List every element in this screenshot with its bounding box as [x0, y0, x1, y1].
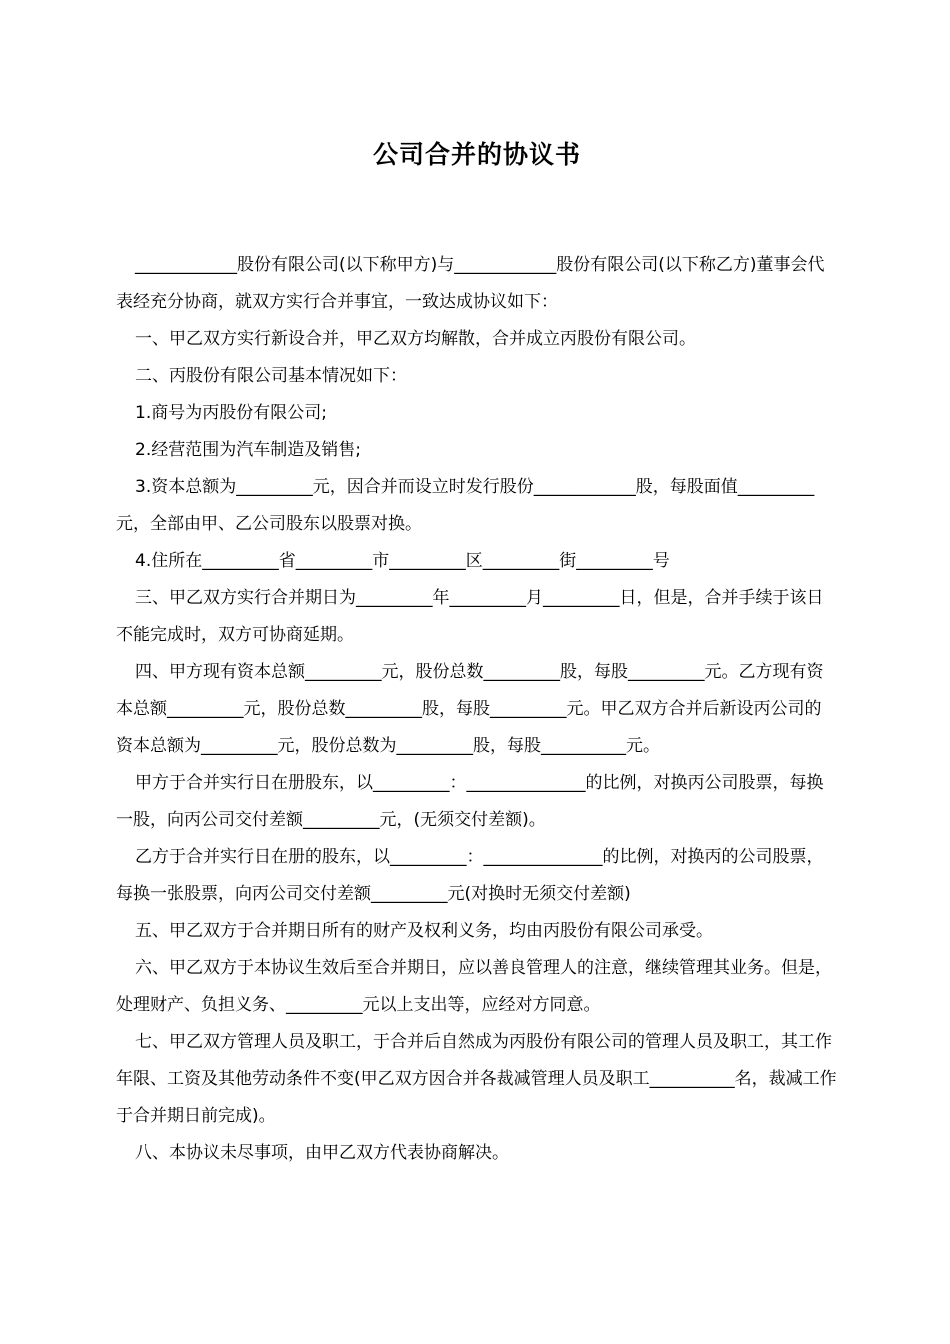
clause-7: 七、甲乙双方管理人员及职工，于合并后自然成为丙股份有限公司的管理人员及职工，其工作年限、工资及其他劳动条件不变(甲乙双方因合并各裁减管理人员及职工__________名，裁减工作于合并期日前完成)。 — [116, 1032, 837, 1126]
clause-5: 五、甲乙双方于合并期日所有的财产及权利义务，均由丙股份有限公司承受。 — [135, 921, 713, 941]
clause-2-item-1: 1.商号为丙股份有限公司; — [135, 403, 327, 423]
clause-4-party-b-exchange: 乙方于合并实行日在册的股东，以_________：______________的比例，对换丙的公司股票，每换一张股票，向丙公司交付差额_________元(对换时无须交付差额) — [116, 847, 824, 904]
document-title: 公司合并的协议书 — [372, 140, 581, 169]
clause-2: 二、丙股份有限公司基本情况如下： — [135, 366, 407, 386]
clause-2-item-2: 2.经营范围为汽车制造及销售; — [135, 440, 361, 460]
clause-4-party-a-exchange: 甲方于合并实行日在册股东，以_________：______________的比例，对换丙公司股票，每换一股，向丙公司交付差额_________元，(无须交付差额)。 — [116, 773, 824, 830]
clause-8: 八、本协议未尽事项，由甲乙双方代表协商解决。 — [135, 1143, 509, 1163]
clause-3: 三、甲乙双方实行合并期日为_________年_________月_________日，但是，合并手续于该日不能完成时，双方可协商延期。 — [116, 588, 824, 645]
intro-paragraph: ____________股份有限公司(以下称甲方)与____________股份有限公司(以下称乙方)董事会代表经充分协商，就双方实行合并事宜，一致达成协议如下： — [116, 255, 825, 312]
document-body — [116, 247, 838, 1172]
clause-2-item-4: 4.住所在_________省_________市_________区_________街_________号 — [135, 551, 670, 571]
clause-1: 一、甲乙双方实行新设合并，甲乙双方均解散，合并成立丙股份有限公司。 — [135, 329, 696, 349]
clause-2-item-3: 3.资本总额为_________元，因合并而设立时发行股份____________股，每股面值_________元，全部由甲、乙公司股东以股票对换。 — [116, 477, 815, 534]
clause-4: 四、甲方现有资本总额_________元，股份总数_________股，每股_________元。乙方现有资本总额_________元，股份总数_________股，每股_________元。甲乙双方合并后新设丙公司的资本总额为_________元，股份总数为_________股，每股__________元。 — [116, 662, 824, 756]
clause-6: 六、甲乙双方于本协议生效后至合并期日，应以善良管理人的注意，继续管理其业务。但是，处理财产、负担义务、_________元以上支出等，应经对方同意。 — [116, 958, 832, 1015]
